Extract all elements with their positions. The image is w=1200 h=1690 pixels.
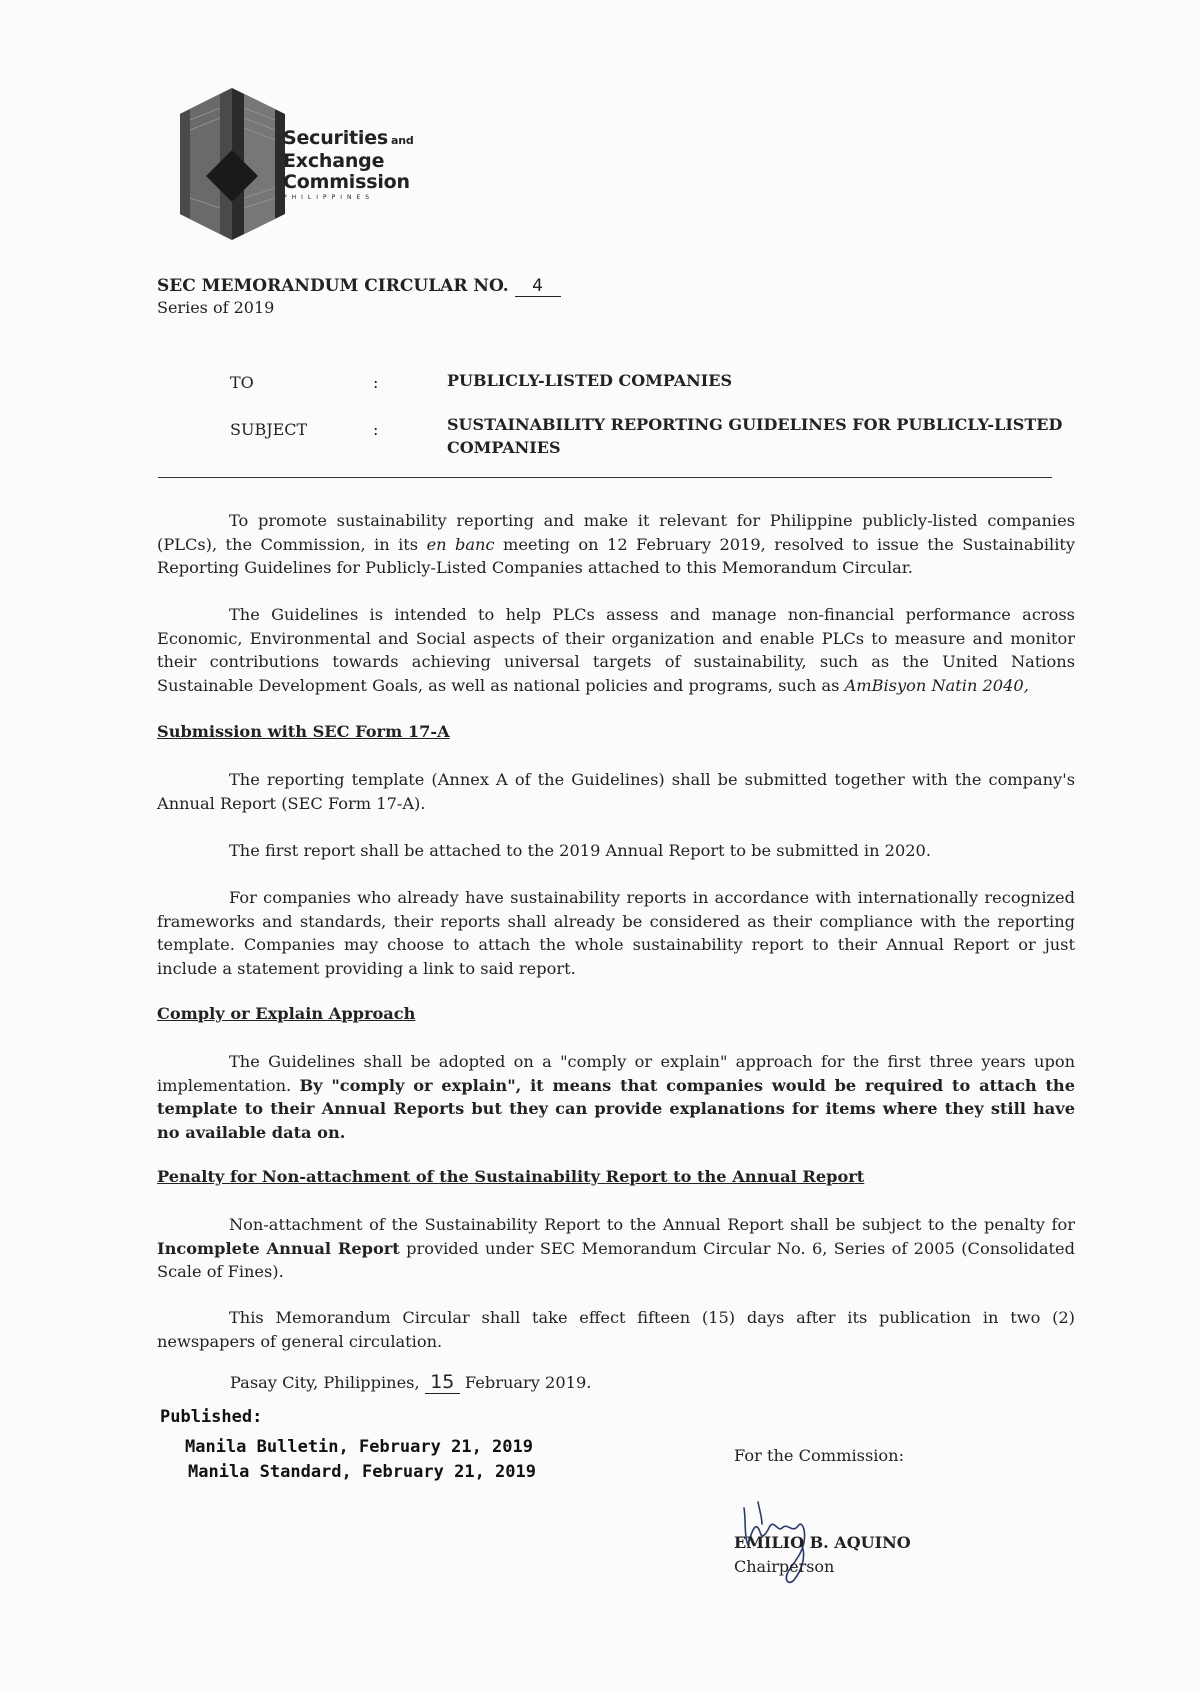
paragraph-template: The reporting template (Annex A of the Guidelines) shall be submitted together with the company's Annual Report (SEC Form 17-A). xyxy=(157,770,1075,813)
paragraph-first-report: The first report shall be attached to the 2019 Annual Report to be submitted in 2020. xyxy=(229,841,932,860)
paragraph-comply-explain: The Guidelines shall be adopted on a "comply or explain" approach for the first three years upon implementation. By "comply or explain", it means that companies would be required to attach the template to their Annual Reports but they can provide explanations for items where they still have no available data on. xyxy=(157,1052,1075,1142)
logo-line-commission: Commission xyxy=(283,171,410,193)
paragraph-penalty: Non-attachment of the Sustainability Report to the Annual Report shall be subject to the penalty for Incomplete Annual Report provided under SEC Memorandum Circular No. 6, Series of 2005 (Consolidated Scale of Fines). xyxy=(157,1215,1075,1281)
header-divider xyxy=(158,477,1052,478)
memo-title: SEC MEMORANDUM CIRCULAR NO. xyxy=(157,276,509,296)
publication-manila-standard: Manila Standard, February 21, 2019 xyxy=(188,1462,536,1482)
published-label: Published: xyxy=(160,1407,263,1427)
sec-logo-wordmark xyxy=(283,128,414,201)
sec-building-logo-icon xyxy=(180,88,285,240)
subject-label: SUBJECT xyxy=(230,420,308,439)
logo-line-exchange: Exchange xyxy=(283,150,385,172)
subject-line-1: SUSTAINABILITY REPORTING GUIDELINES FOR PUBLICLY-LISTED xyxy=(447,415,1063,434)
to-label: TO xyxy=(230,373,254,392)
subject-line-2: COMPANIES xyxy=(447,438,561,457)
place-date-line: Pasay City, Philippines, 15 February 2019. xyxy=(230,1371,592,1393)
heading-submission: Submission with SEC Form 17-A xyxy=(157,722,450,741)
paragraph-effectivity: This Memorandum Circular shall take effect fifteen (15) days after its publication in two (2) newspapers of general circulation. xyxy=(157,1308,1075,1351)
to-colon: : xyxy=(373,373,379,392)
subject-colon: : xyxy=(373,420,379,439)
signatory-title: Chairperson xyxy=(734,1557,835,1576)
logo-and: and xyxy=(391,134,414,147)
logo-line-securities: Securities xyxy=(283,127,389,149)
paragraph-existing-reports: For companies who already have sustainability reports in accordance with internationally recognized frameworks and standards, their reports shall already be considered as their compliance with the reporting template. Companies may choose to attach the whole sustainability report to their Annual Report or just include a statement providing a link to said report. xyxy=(157,888,1075,978)
logo-country: PHILIPPINES xyxy=(283,194,375,201)
memo-number: 4 xyxy=(515,276,561,297)
to-value: PUBLICLY-LISTED COMPANIES xyxy=(447,371,733,390)
paragraph-intro: To promote sustainability reporting and make it relevant for Philippine publicly-listed companies (PLCs), the Commission, in its en banc meeting on 12 February 2019, resolved to issue the Sustainability Reporting Guidelines for Publicly-Listed Companies attached to this Memorandum Circular. xyxy=(157,511,1076,577)
memo-series: Series of 2019 xyxy=(157,298,275,317)
memo-circular-number xyxy=(157,276,561,297)
signatory-name: EMILIO B. AQUINO xyxy=(734,1533,911,1552)
publication-manila-bulletin: Manila Bulletin, February 21, 2019 xyxy=(185,1437,533,1457)
paragraph-guidelines: The Guidelines is intended to help PLCs assess and manage non-financial performance across Economic, Environmental and Social aspects of their organization and enable PLCs to measure and monitor their contributions towards achieving universal targets of sustainability, such as the United Nations Sustainable Development Goals, as well as national policies and programs, such as AmBisyon Natin 2040, xyxy=(157,605,1075,695)
date-day: 15 xyxy=(425,1371,460,1394)
subject-value xyxy=(447,413,1067,459)
heading-comply-explain: Comply or Explain Approach xyxy=(157,1004,416,1023)
for-the-commission: For the Commission: xyxy=(734,1446,905,1465)
heading-penalty: Penalty for Non-attachment of the Sustainability Report to the Annual Report xyxy=(157,1167,865,1186)
